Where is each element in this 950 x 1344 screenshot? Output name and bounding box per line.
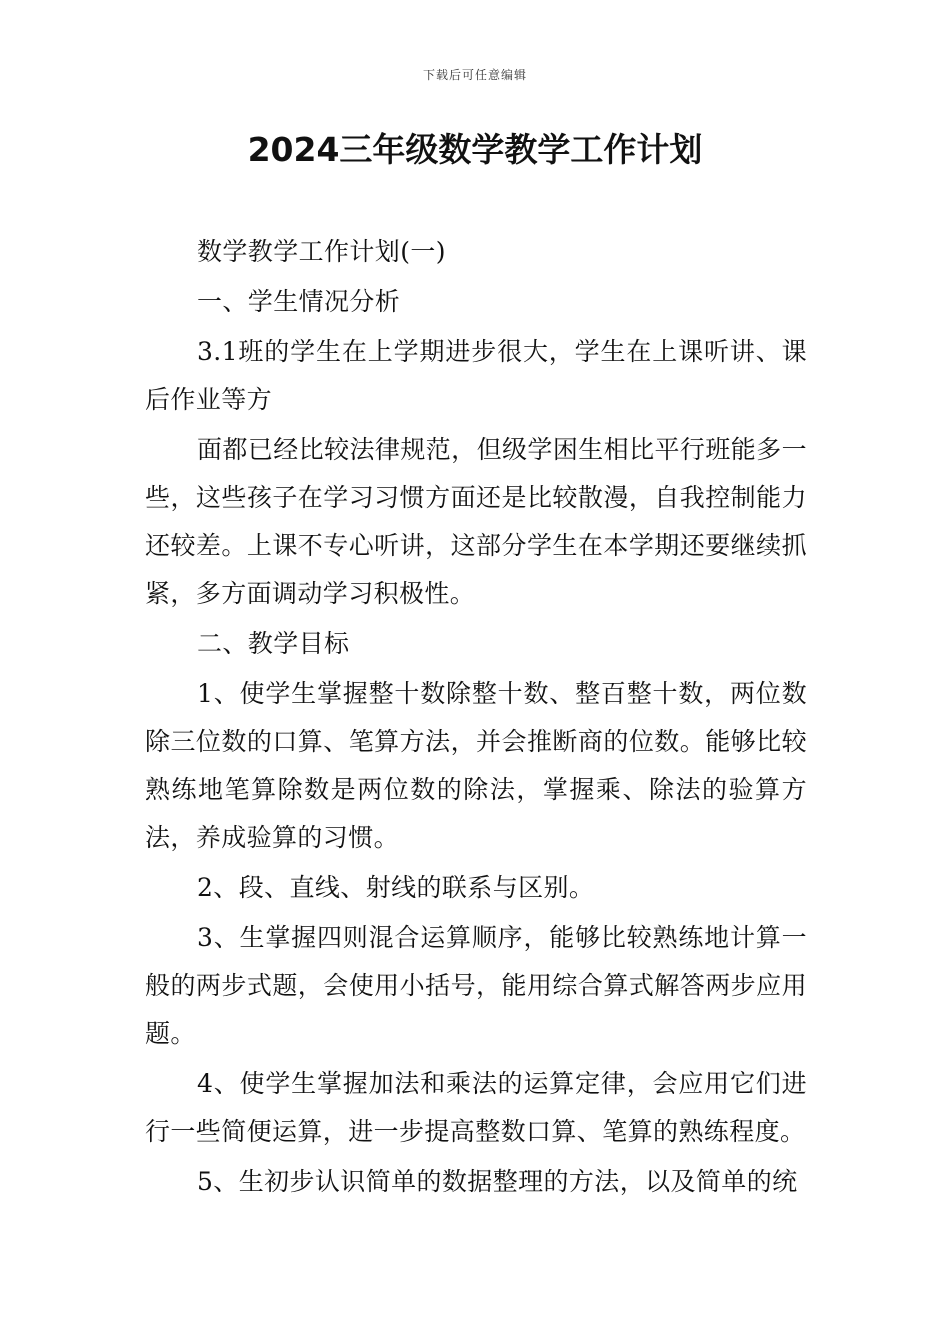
goal-item-3: 3、生掌握四则混合运算顺序，能够比较熟练地计算一般的两步式题，会使用小括号，能用综合算式解答两步应用题。 <box>145 923 807 1048</box>
document-body <box>145 228 807 1208</box>
paragraph: 3.1班的学生在上学期进步很大，学生在上课听讲、课后作业等方 <box>145 337 807 414</box>
header-note: 下载后可任意编辑 <box>422 68 527 82</box>
goal-item-2: 2、段、直线、射线的联系与区别。 <box>197 873 595 902</box>
paragraph: 面都已经比较法律规范，但级学困生相比平行班能多一些，这些孩子在学习习惯方面还是比较散漫，自我控制能力还较差。上课不专心听讲，这部分学生在本学期还要继续抓紧，多方面调动学习积极性。 <box>145 435 807 608</box>
goal-item-1: 1、使学生掌握整十数除整十数、整百整十数，两位数除三位数的口算、笔算方法，并会推断商的位数。能够比较熟练地笔算除数是两位数的除法，掌握乘、除法的验算方法，养成验算的习惯。 <box>145 679 807 852</box>
section-heading-teaching-goals: 二、教学目标 <box>197 629 350 658</box>
document-title: 2024三年级数学教学工作计划 <box>247 130 703 169</box>
section-heading-plan-one: 数学教学工作计划(一) <box>197 237 446 266</box>
section-heading-student-analysis: 一、学生情况分析 <box>197 287 401 316</box>
goal-item-5: 5、生初步认识简单的数据整理的方法，以及简单的统 <box>197 1167 798 1196</box>
goal-item-4: 4、使学生掌握加法和乘法的运算定律，会应用它们进行一些简便运算，进一步提高整数口算、笔算的熟练程度。 <box>145 1069 807 1146</box>
